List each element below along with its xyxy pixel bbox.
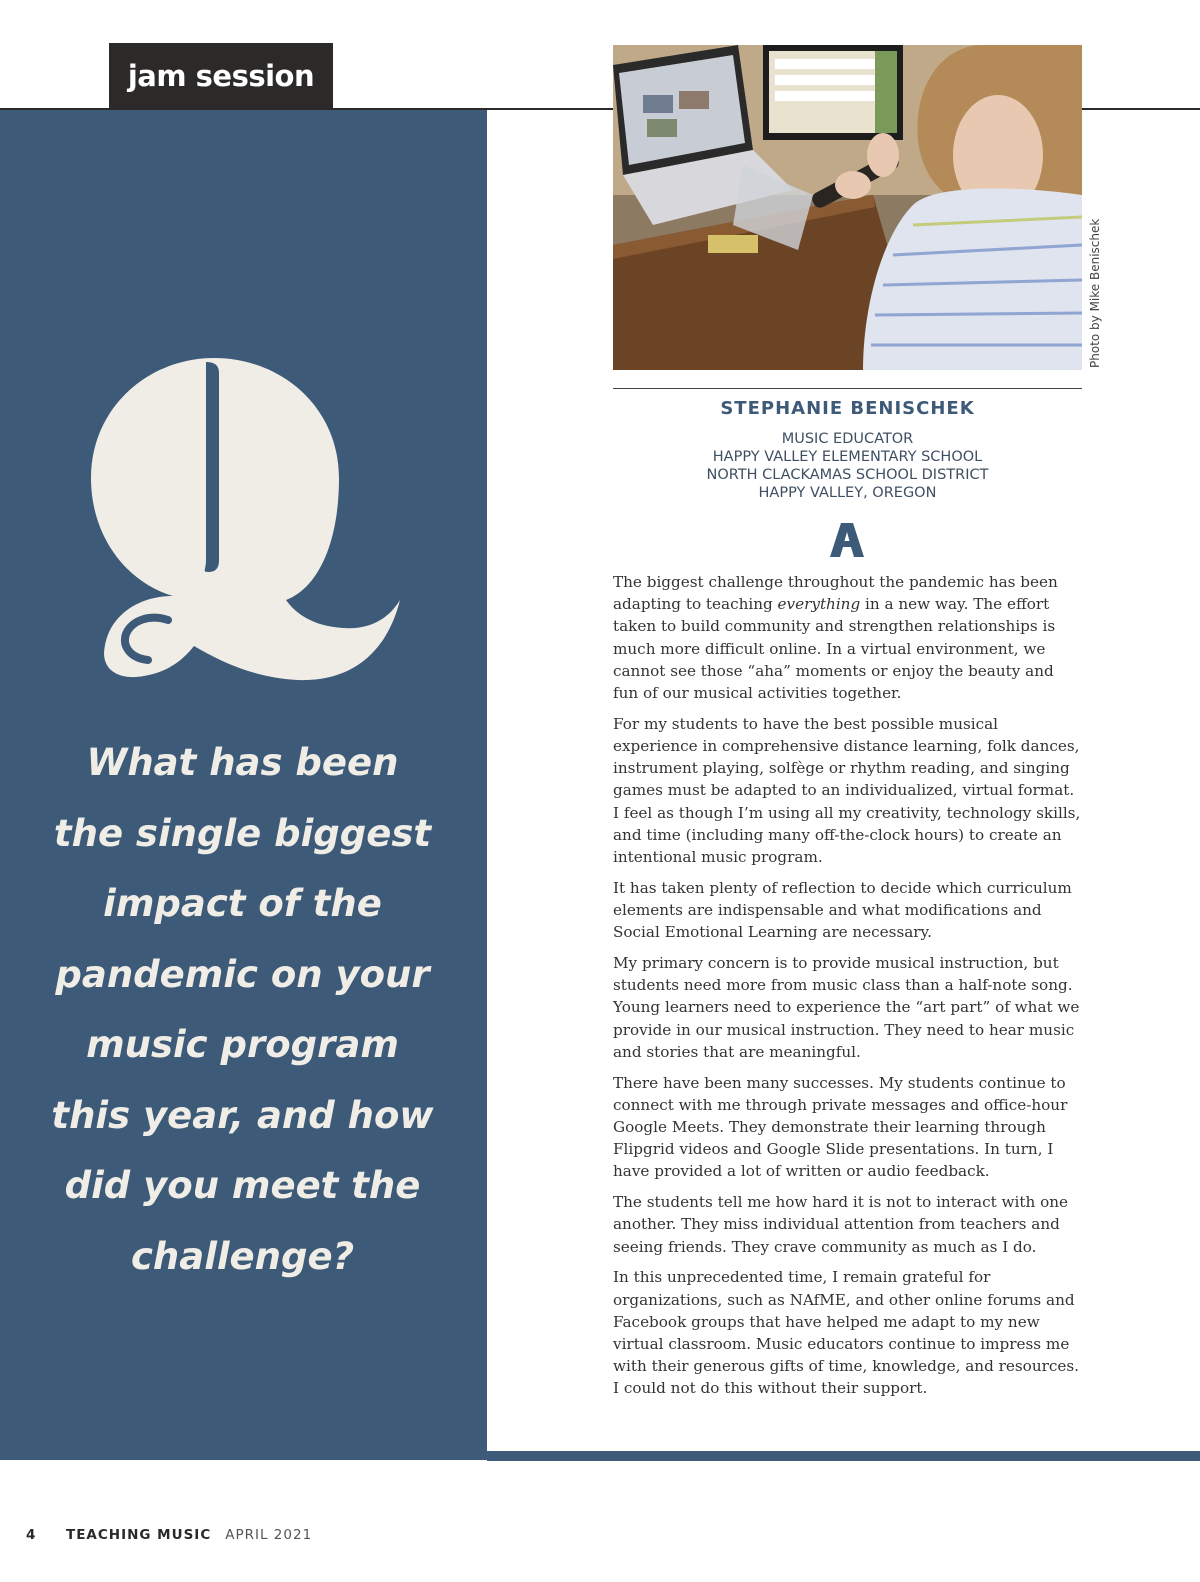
page-number: 4 — [26, 1527, 36, 1543]
respondent-name: STEPHANIE BENISCHEK — [720, 398, 975, 419]
question-line: pandemic on your — [55, 952, 430, 996]
teacher-photo — [613, 45, 1082, 370]
a-letter-icon — [829, 523, 865, 557]
question-line: impact of the — [103, 882, 382, 925]
answer-paragraph: It has taken plenty of reflection to decide which curriculum elements are indispensable and what modifications and Social Emotional Learning are necessary. — [613, 878, 1072, 942]
q-letter-icon — [88, 338, 408, 683]
question-text — [30, 728, 455, 1292]
respondent-details — [613, 430, 1082, 502]
answer-paragraph: The biggest challenge throughout the pandemic has been adapting to teaching everything in a new way. The effort taken to build community and strengthen relationships is much more difficult online. In a virtual environment, we cannot see those “aha” moments or enjoy the beauty and fun of our musical activities together. — [613, 573, 1058, 703]
respondent-title: MUSIC EDUCATOR — [781, 431, 914, 447]
respondent-district: NORTH CLACKAMAS SCHOOL DISTRICT — [706, 467, 989, 483]
question-line: this year, and how — [51, 1093, 434, 1137]
question-line: the single biggest — [53, 811, 432, 855]
photo-credit: Photo by Mike Benischek — [1088, 218, 1102, 368]
question-panel — [0, 110, 487, 1460]
answer-paragraph: My primary concern is to provide musical instruction, but students need more from music class than a half-note song. Young learners need to experience the “art part” of what we provide in our musical instruction. They need to hear music and stories that are meaningful. — [613, 954, 1080, 1061]
answer-text — [613, 571, 1083, 1408]
bottom-band — [487, 1451, 1200, 1461]
answer-paragraph: In this unprecedented time, I remain grateful for organizations, such as NAfME, and other online forums and Facebook groups that have helped me adapt to my new virtual classroom. Music educators continue to impress me with their generous gifts of time, knowledge, and resources. I could not do this without their support. — [613, 1268, 1079, 1398]
answer-paragraph: The students tell me how hard it is not to interact with one another. They miss individual attention from teachers and seeing friends. They crave community as much as I do. — [613, 1193, 1069, 1256]
answer-paragraph: There have been many successes. My students continue to connect with me through private messages and office-hour Google Meets. They demonstrate their learning through Flipgrid videos and Google Slide presentations. In turn, I have provided a lot of written or audio feedback. — [613, 1073, 1068, 1181]
page-footer — [26, 1527, 312, 1545]
section-tag: jam session — [109, 43, 333, 109]
question-line: What has been — [86, 741, 399, 784]
question-line: music program — [86, 1023, 399, 1066]
respondent-location: HAPPY VALLEY, OREGON — [758, 485, 937, 501]
question-line: challenge? — [130, 1234, 355, 1278]
emphasis: everything — [777, 595, 861, 614]
photo-divider — [613, 388, 1082, 389]
answer-paragraph: For my students to have the best possible musical experience in comprehensive distance learning, folk dances, instrument playing, solfège or rhythm reading, and singing games must be adapted to an individualized, virtual format. I feel as though I’m using all my creativity, technology skills, and time (including many off-the-clock hours) to create an intentional music program. — [613, 714, 1081, 867]
respondent-school: HAPPY VALLEY ELEMENTARY SCHOOL — [712, 449, 983, 465]
magazine-name: TEACHING MUSIC — [66, 1527, 212, 1543]
question-line: did you meet the — [64, 1164, 421, 1207]
issue-date: APRIL 2021 — [225, 1527, 313, 1543]
